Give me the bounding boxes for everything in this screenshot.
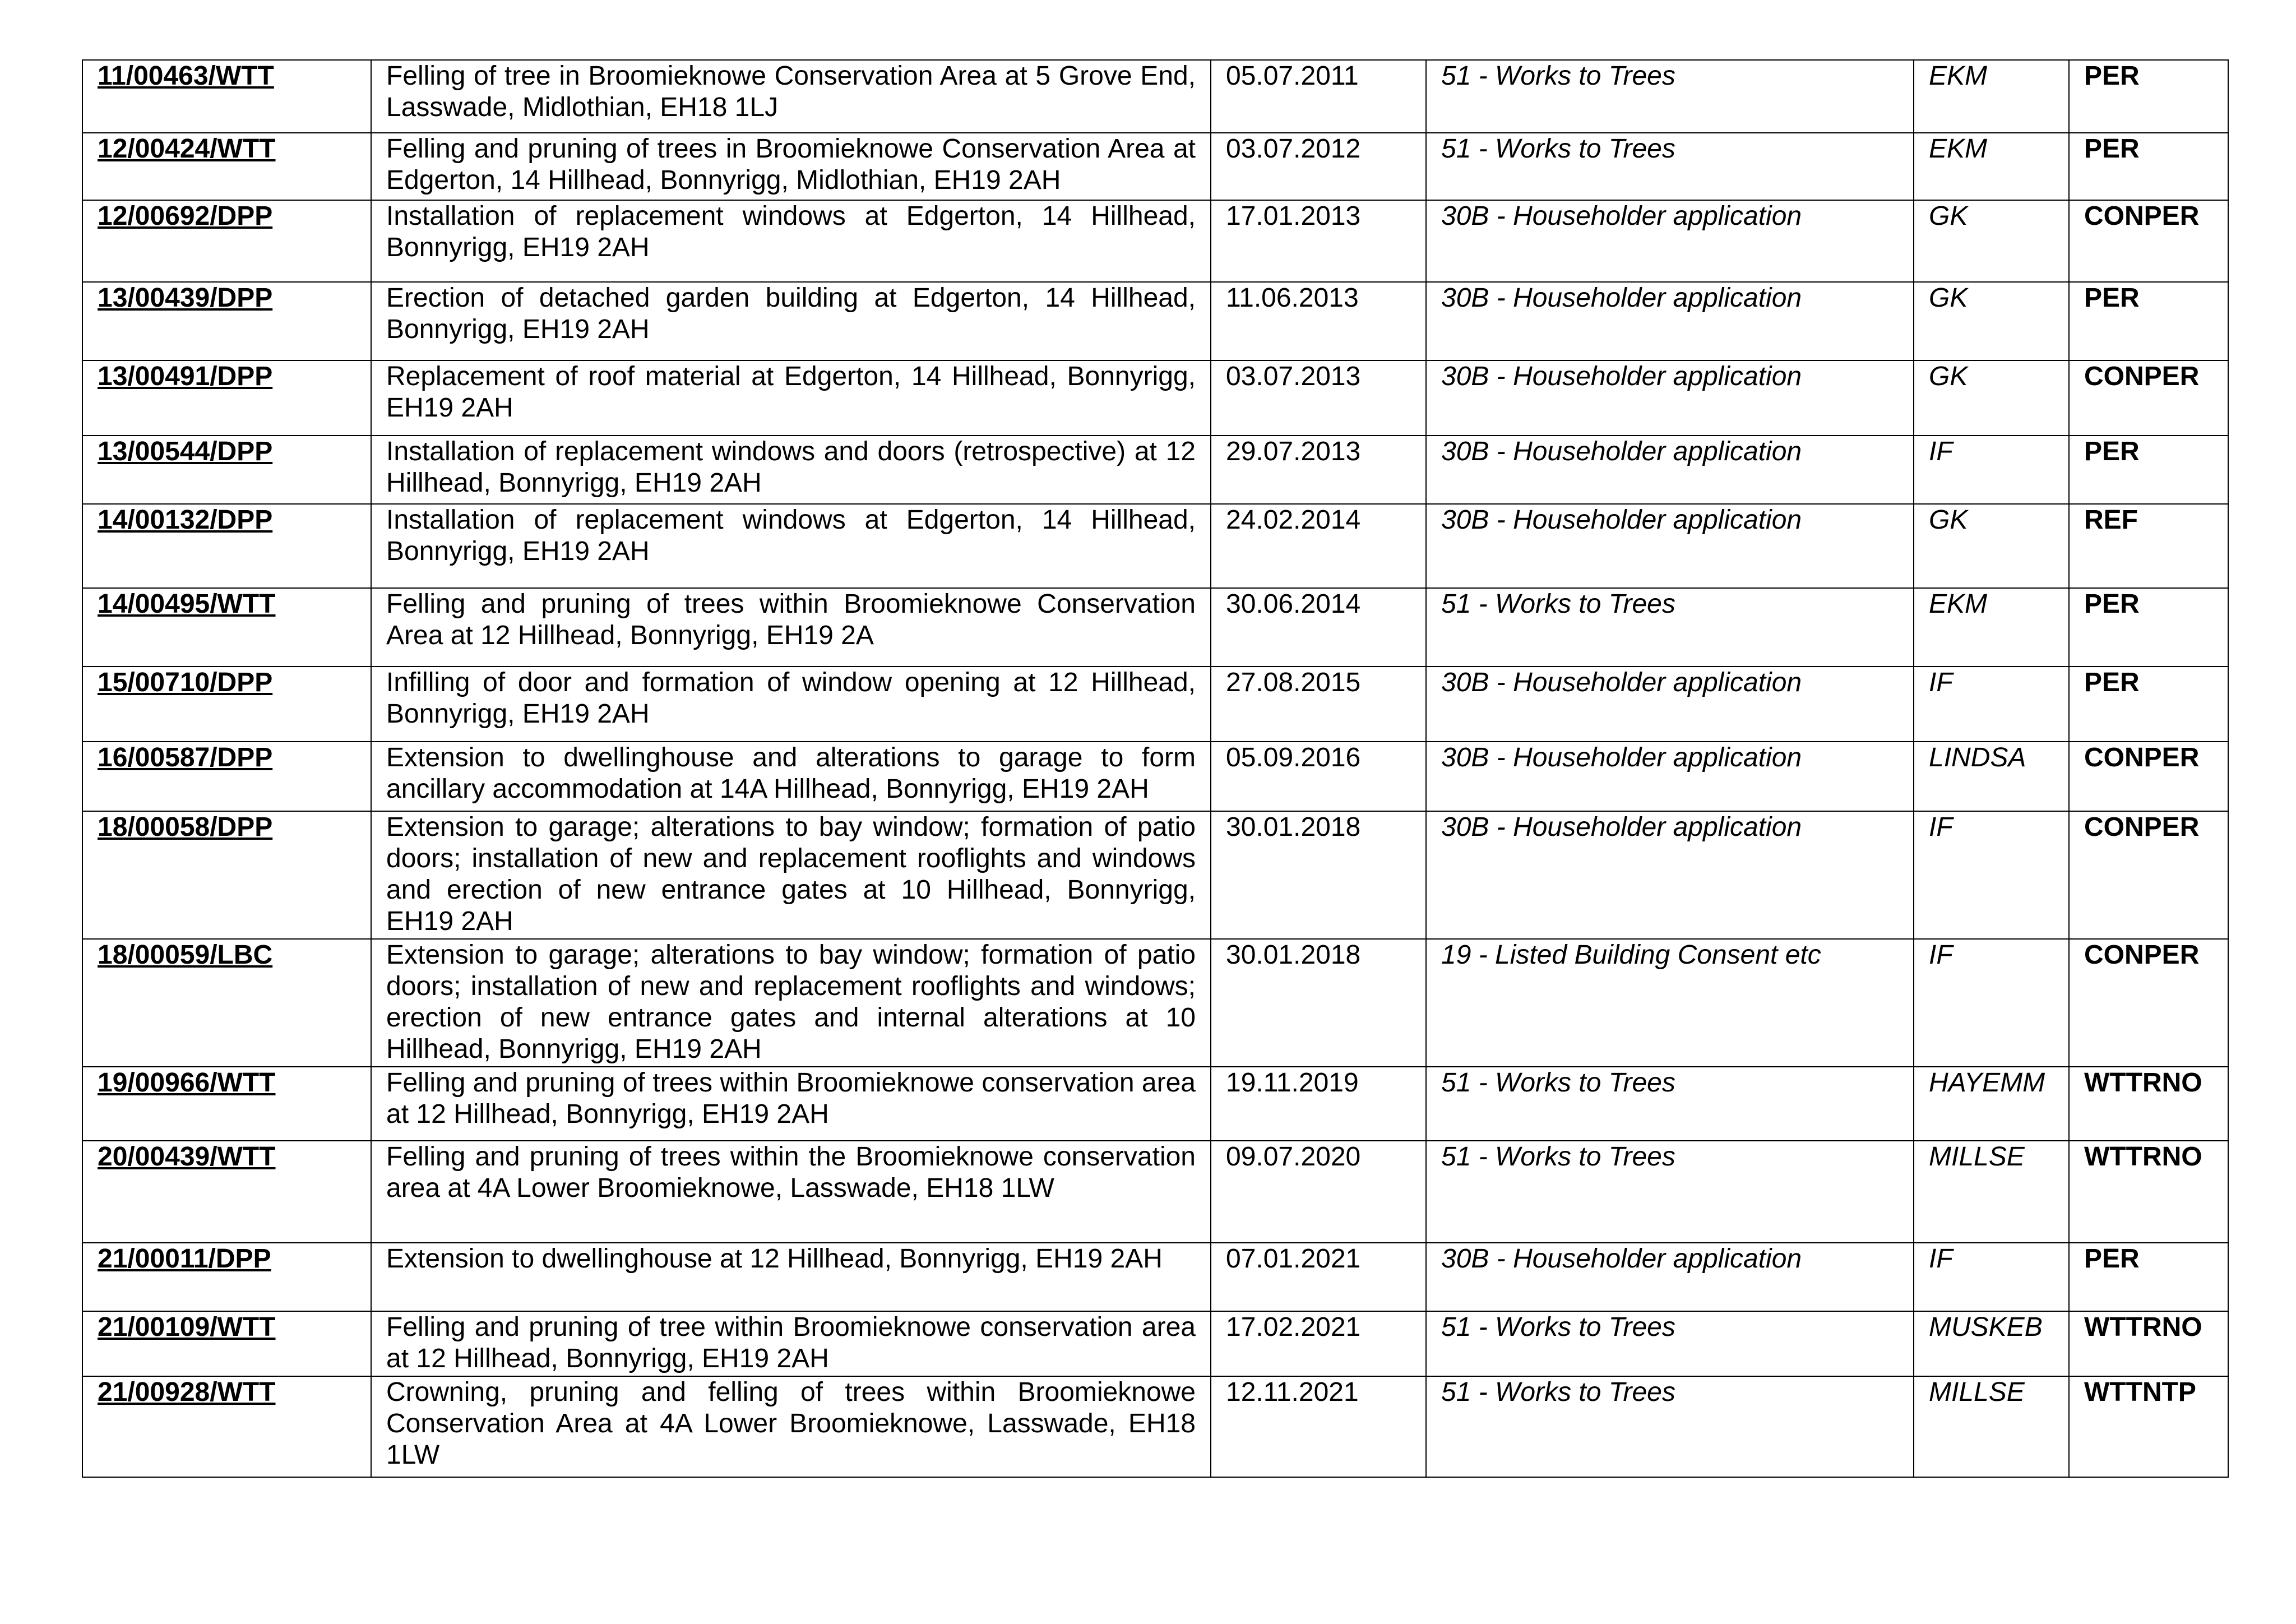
table-row (82, 939, 2228, 1067)
description-cell: Erection of detached garden building at Edgerton, 14 Hillhead, Bonnyrigg, EH19 2AH (371, 282, 1211, 360)
application-reference-link[interactable]: 21/00928/WTT (98, 1377, 276, 1407)
officer-cell: GK (1914, 504, 2069, 588)
officer-cell: IF (1914, 1243, 2069, 1311)
reference-cell (82, 504, 371, 588)
reference-cell (82, 1311, 371, 1376)
description-cell: Installation of replacement windows and doors (retrospective) at 12 Hillhead, Bonnyrigg, EH19 2AH (371, 436, 1211, 504)
application-reference-link[interactable]: 14/00495/WTT (98, 589, 276, 619)
officer-cell: MUSKEB (1914, 1311, 2069, 1376)
application-reference-link[interactable]: 12/00424/WTT (98, 134, 276, 164)
date-cell: 17.02.2021 (1211, 1311, 1426, 1376)
reference-cell (82, 436, 371, 504)
application-reference-link[interactable]: 21/00011/DPP (98, 1244, 271, 1274)
decision-cell: PER (2069, 133, 2228, 200)
reference-cell (82, 588, 371, 667)
officer-cell: LINDSA (1914, 742, 2069, 811)
application-reference-link[interactable]: 11/00463/WTT (98, 61, 274, 91)
table-row (82, 60, 2228, 133)
application-type-cell: 30B - Householder application (1426, 436, 1914, 504)
application-type-cell: 30B - Householder application (1426, 200, 1914, 282)
application-type-cell: 30B - Householder application (1426, 360, 1914, 436)
reference-cell (82, 133, 371, 200)
application-type-cell: 30B - Householder application (1426, 1243, 1914, 1311)
officer-cell: MILLSE (1914, 1376, 2069, 1477)
table-row (82, 1243, 2228, 1311)
description-cell: Crowning, pruning and felling of trees within Broomieknowe Conservation Area at 4A Lower Broomieknowe, Lasswade, EH18 1LW (371, 1376, 1211, 1477)
description-cell: Felling and pruning of tree within Broomieknowe conservation area at 12 Hillhead, Bonnyrigg, EH19 2AH (371, 1311, 1211, 1376)
decision-cell: CONPER (2069, 200, 2228, 282)
officer-cell: IF (1914, 667, 2069, 742)
application-type-cell: 51 - Works to Trees (1426, 133, 1914, 200)
decision-cell: PER (2069, 436, 2228, 504)
reference-cell (82, 811, 371, 939)
decision-cell: PER (2069, 1243, 2228, 1311)
application-reference-link[interactable]: 18/00059/LBC (98, 940, 273, 970)
table-row (82, 133, 2228, 200)
officer-cell: GK (1914, 200, 2069, 282)
description-cell: Felling and pruning of trees within Broomieknowe conservation area at 12 Hillhead, Bonnyrigg, EH19 2AH (371, 1067, 1211, 1141)
application-type-cell: 51 - Works to Trees (1426, 588, 1914, 667)
table-row (82, 1376, 2228, 1477)
reference-cell (82, 939, 371, 1067)
table-row (82, 436, 2228, 504)
application-type-cell: 19 - Listed Building Consent etc (1426, 939, 1914, 1067)
date-cell: 11.06.2013 (1211, 282, 1426, 360)
officer-cell: HAYEMM (1914, 1067, 2069, 1141)
date-cell: 03.07.2013 (1211, 360, 1426, 436)
date-cell: 30.01.2018 (1211, 939, 1426, 1067)
officer-cell: IF (1914, 436, 2069, 504)
table-row (82, 742, 2228, 811)
date-cell: 27.08.2015 (1211, 667, 1426, 742)
application-type-cell: 51 - Works to Trees (1426, 1376, 1914, 1477)
date-cell: 09.07.2020 (1211, 1141, 1426, 1243)
decision-cell: PER (2069, 282, 2228, 360)
reference-cell (82, 200, 371, 282)
table-row (82, 1067, 2228, 1141)
description-cell: Felling and pruning of trees within the Broomieknowe conservation area at 4A Lower Broomieknowe, Lasswade, EH18 1LW (371, 1141, 1211, 1243)
application-type-cell: 51 - Works to Trees (1426, 1067, 1914, 1141)
description-cell: Extension to dwellinghouse at 12 Hillhead, Bonnyrigg, EH19 2AH (371, 1243, 1211, 1311)
officer-cell: MILLSE (1914, 1141, 2069, 1243)
reference-cell (82, 282, 371, 360)
application-reference-link[interactable]: 16/00587/DPP (98, 743, 273, 772)
reference-cell (82, 1067, 371, 1141)
application-type-cell: 30B - Householder application (1426, 282, 1914, 360)
table-row (82, 360, 2228, 436)
application-reference-link[interactable]: 13/00544/DPP (98, 437, 273, 466)
reference-cell (82, 667, 371, 742)
table-row (82, 282, 2228, 360)
date-cell: 19.11.2019 (1211, 1067, 1426, 1141)
application-reference-link[interactable]: 20/00439/WTT (98, 1142, 276, 1172)
reference-cell (82, 1376, 371, 1477)
date-cell: 12.11.2021 (1211, 1376, 1426, 1477)
application-type-cell: 30B - Householder application (1426, 667, 1914, 742)
reference-cell (82, 742, 371, 811)
date-cell: 30.01.2018 (1211, 811, 1426, 939)
decision-cell: CONPER (2069, 360, 2228, 436)
application-type-cell: 30B - Householder application (1426, 742, 1914, 811)
reference-cell (82, 360, 371, 436)
table-row (82, 1311, 2228, 1376)
application-type-cell: 30B - Householder application (1426, 811, 1914, 939)
description-cell: Felling and pruning of trees within Broomieknowe Conservation Area at 12 Hillhead, Bonnyrigg, EH19 2A (371, 588, 1211, 667)
decision-cell: REF (2069, 504, 2228, 588)
date-cell: 05.07.2011 (1211, 60, 1426, 133)
application-type-cell: 30B - Householder application (1426, 504, 1914, 588)
description-cell: Installation of replacement windows at Edgerton, 14 Hillhead, Bonnyrigg, EH19 2AH (371, 200, 1211, 282)
decision-cell: PER (2069, 60, 2228, 133)
officer-cell: IF (1914, 811, 2069, 939)
application-type-cell: 51 - Works to Trees (1426, 60, 1914, 133)
officer-cell: GK (1914, 282, 2069, 360)
planning-applications-table (82, 59, 2229, 1478)
decision-cell: PER (2069, 588, 2228, 667)
officer-cell: IF (1914, 939, 2069, 1067)
officer-cell: EKM (1914, 60, 2069, 133)
officer-cell: GK (1914, 360, 2069, 436)
decision-cell: CONPER (2069, 939, 2228, 1067)
decision-cell: CONPER (2069, 742, 2228, 811)
description-cell: Felling and pruning of trees in Broomieknowe Conservation Area at Edgerton, 14 Hillhead, Bonnyrigg, Midlothian, EH19 2AH (371, 133, 1211, 200)
application-reference-link[interactable]: 13/00491/DPP (98, 362, 273, 391)
description-cell: Extension to garage; alterations to bay window; formation of patio doors; installation of new and replacement rooflights and windows; erection of new entrance gates and internal alterations at 10 Hillhead, Bonnyrigg, EH19 2AH (371, 939, 1211, 1067)
description-cell: Extension to dwellinghouse and alterations to garage to form ancillary accommodation at 14A Hillhead, Bonnyrigg, EH19 2AH (371, 742, 1211, 811)
officer-cell: EKM (1914, 588, 2069, 667)
decision-cell: WTTRNO (2069, 1141, 2228, 1243)
decision-cell: WTTRNO (2069, 1067, 2228, 1141)
description-cell: Infilling of door and formation of window opening at 12 Hillhead, Bonnyrigg, EH19 2AH (371, 667, 1211, 742)
application-reference-link[interactable]: 14/00132/DPP (98, 505, 273, 535)
decision-cell: WTTRNO (2069, 1311, 2228, 1376)
table-row (82, 588, 2228, 667)
decision-cell: WTTNTP (2069, 1376, 2228, 1477)
date-cell: 29.07.2013 (1211, 436, 1426, 504)
application-type-cell: 51 - Works to Trees (1426, 1311, 1914, 1376)
application-type-cell: 51 - Works to Trees (1426, 1141, 1914, 1243)
reference-cell (82, 1141, 371, 1243)
description-cell: Replacement of roof material at Edgerton, 14 Hillhead, Bonnyrigg, EH19 2AH (371, 360, 1211, 436)
date-cell: 03.07.2012 (1211, 133, 1426, 200)
table-row (82, 667, 2228, 742)
table-row (82, 811, 2228, 939)
application-reference-link[interactable]: 21/00109/WTT (98, 1312, 276, 1342)
reference-cell (82, 60, 371, 133)
application-reference-link[interactable]: 12/00692/DPP (98, 201, 273, 231)
date-cell: 24.02.2014 (1211, 504, 1426, 588)
table-row (82, 200, 2228, 282)
description-cell: Felling of tree in Broomieknowe Conservation Area at 5 Grove End, Lasswade, Midlothian, EH18 1LJ (371, 60, 1211, 133)
table-row (82, 1141, 2228, 1243)
reference-cell (82, 1243, 371, 1311)
decision-cell: PER (2069, 667, 2228, 742)
table-row (82, 504, 2228, 588)
application-reference-link[interactable]: 13/00439/DPP (98, 283, 273, 313)
date-cell: 30.06.2014 (1211, 588, 1426, 667)
description-cell: Installation of replacement windows at Edgerton, 14 Hillhead, Bonnyrigg, EH19 2AH (371, 504, 1211, 588)
description-cell: Extension to garage; alterations to bay window; formation of patio doors; installation of new and replacement rooflights and windows and erection of new entrance gates at 10 Hillhead, Bonnyrigg, EH19 2AH (371, 811, 1211, 939)
application-reference-link[interactable]: 15/00710/DPP (98, 668, 273, 697)
date-cell: 17.01.2013 (1211, 200, 1426, 282)
decision-cell: CONPER (2069, 811, 2228, 939)
application-reference-link[interactable]: 18/00058/DPP (98, 812, 273, 842)
date-cell: 07.01.2021 (1211, 1243, 1426, 1311)
application-reference-link[interactable]: 19/00966/WTT (98, 1068, 276, 1098)
date-cell: 05.09.2016 (1211, 742, 1426, 811)
officer-cell: EKM (1914, 133, 2069, 200)
